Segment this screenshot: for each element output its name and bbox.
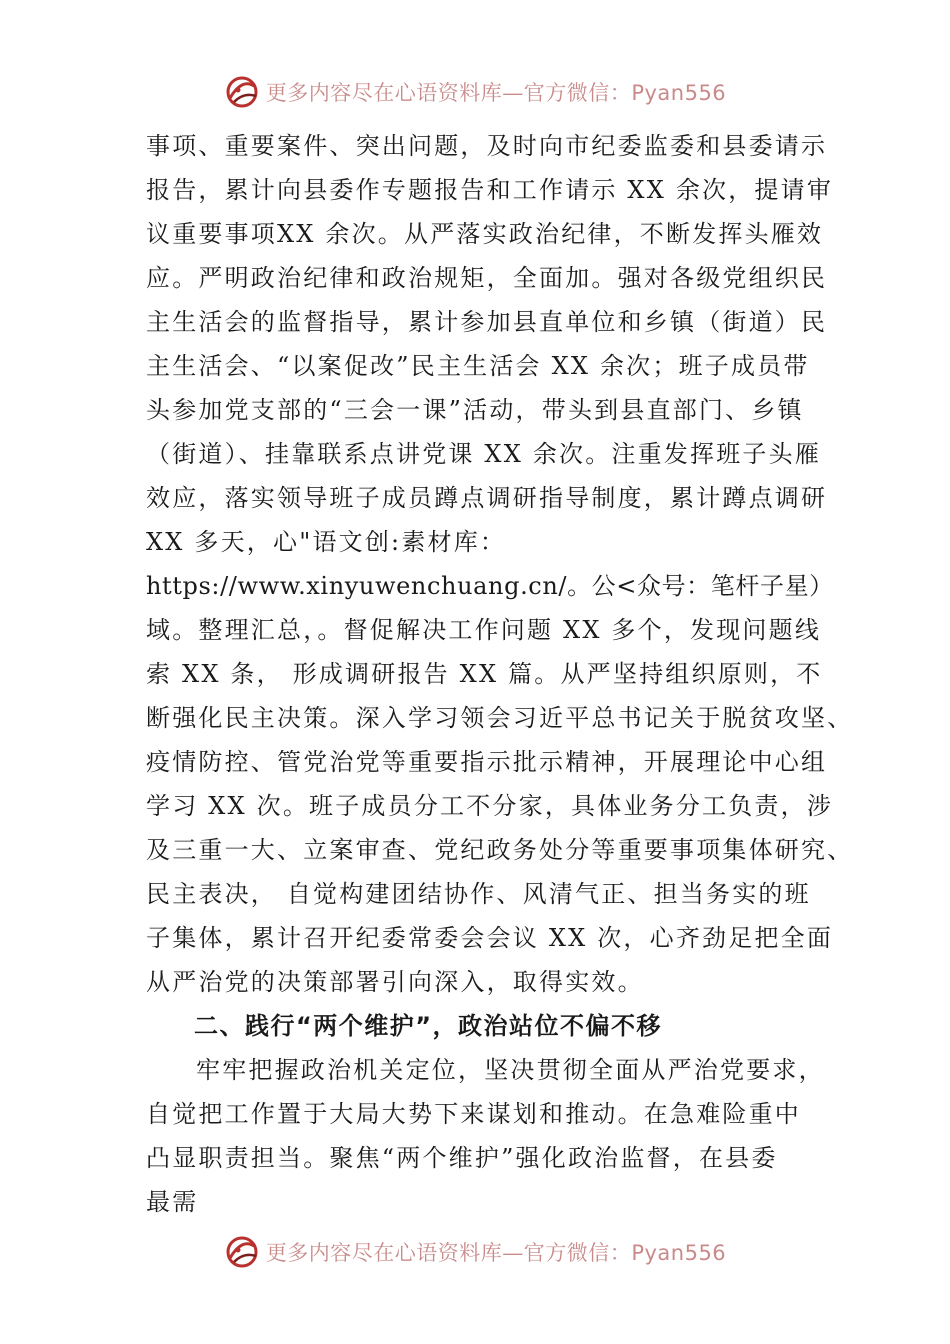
body-line: 效应，落实领导班子成员蹲点调研指导制度，累计蹲点调研 xyxy=(146,484,828,512)
body-line: 头参加党支部的“三会一课”活动，带头到县直部门、乡镇 xyxy=(146,396,804,424)
body-line-url: https://www.xinyuwenchuang.cn/。公<众号：笔杆子星） xyxy=(146,572,834,600)
body-line: 事项、重要案件、突出问题，及时向市纪委监委和县委请示 xyxy=(146,132,828,160)
body-line: 疫情防控、管党治党等重要指示批示精神，开展理论中心组 xyxy=(146,748,828,776)
body-line: 应。严明政治纪律和政治规矩，全面加。强对各级党组织民 xyxy=(146,264,828,292)
body-line: 报告，累计向县委作专题报告和工作请示 XX 余次，提请审 xyxy=(146,176,834,204)
footer-watermark-banner xyxy=(0,1230,950,1274)
document-body xyxy=(146,124,854,1224)
banner-text xyxy=(266,1237,726,1267)
banner-main-text: 更多内容尽在心语资料库—官方微信： xyxy=(265,81,632,105)
header-watermark-banner xyxy=(0,70,950,114)
body-line: 从严治党的决策部署引向深入，取得实效。 xyxy=(146,968,644,996)
body-line: 域。整理汇总，。督促解决工作问题 XX 多个，发现问题线 xyxy=(146,616,822,644)
body-line: 主生活会、“以案促改”民主生活会 XX 余次；班子成员带 xyxy=(146,352,810,380)
logo-icon xyxy=(224,1234,260,1270)
body-line: （街道）、挂靠联系点讲党课 XX 余次。注重发挥班子头雁 xyxy=(146,440,822,468)
section-heading: 二、践行“两个维护”，政治站位不偏不移 xyxy=(194,1012,663,1040)
body-line: 民主表决， 自觉构建团结协作、风清气正、担当务实的班 xyxy=(146,880,811,908)
body-line: XX 多天，心"语文创:素材库： xyxy=(146,528,507,556)
body-line: 主生活会的监督指导，累计参加县直单位和乡镇（街道）民 xyxy=(146,308,828,336)
section-line: 最需 xyxy=(146,1188,199,1216)
wechat-id: Pyan556 xyxy=(631,1241,727,1265)
body-line: 索 XX 条， 形成调研报告 XX 篇。从严坚持组织原则，不 xyxy=(146,660,823,688)
banner-inner xyxy=(224,74,726,110)
body-line: 断强化民主决策。深入学习领会习近平总书记关于脱贫攻坚、 xyxy=(146,704,854,732)
banner-main-text: 更多内容尽在心语资料库—官方微信： xyxy=(265,1241,632,1265)
section-line: 牢牢把握政治机关定位，坚决贯彻全面从严治党要求， xyxy=(196,1056,825,1084)
body-line: 子集体，累计召开纪委常委会会议 XX 次，心齐劲足把全面 xyxy=(146,924,834,952)
body-line: 学习 XX 次。班子成员分工不分家，具体业务分工负责，涉 xyxy=(146,792,834,820)
section-line: 自觉把工作置于大局大势下来谋划和推动。在急难险重中 xyxy=(146,1100,801,1128)
body-line: 及三重一大、立案审查、党纪政务处分等重要事项集体研究、 xyxy=(146,836,854,864)
body-line: 议重要事项XX 余次。从严落实政治纪律，不断发挥头雁效 xyxy=(146,220,824,248)
section-line: 凸显职责担当。聚焦“两个维护”强化政治监督，在县委 xyxy=(146,1144,778,1172)
banner-inner xyxy=(224,1234,726,1270)
logo-icon xyxy=(224,74,260,110)
banner-text xyxy=(266,77,726,107)
wechat-id: Pyan556 xyxy=(631,81,727,105)
